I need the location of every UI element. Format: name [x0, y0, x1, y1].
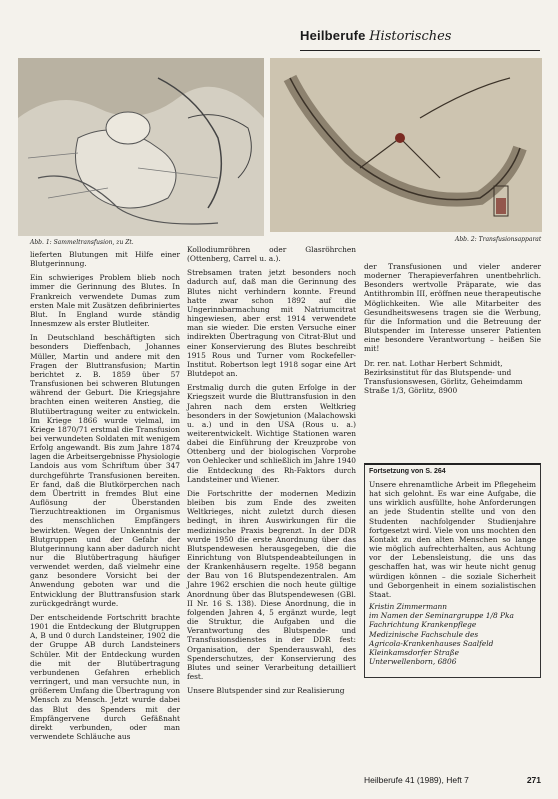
paragraph: lieferten Blutungen mit Hilfe einer Blutgerinnung. — [30, 250, 180, 269]
figure-1 — [18, 58, 264, 236]
signature-line: Agricola-Krankenhauses Saalfeld — [369, 638, 494, 648]
header-sub: Historisches — [369, 29, 452, 44]
signature-line: Fachrichtung Krankenpflege — [369, 620, 477, 630]
continuation-signature — [369, 602, 536, 666]
text-column-3 — [364, 262, 541, 400]
author-address: Dr. rer. nat. Lothar Herbert Schmidt, Bezirksinstitut für das Blutspende- und Transfusionswesen, Görlitz, Geheimdamm Straße 1/3, Görlitz, 8900 — [364, 358, 523, 396]
continuation-title: Fortsetzung von S. 264 — [369, 468, 446, 475]
paragraph: Kollodiumröhren oder Glasröhrchen (Ottenberg, Carrel u. a.). — [187, 245, 356, 264]
header-main: Heilberufe — [300, 28, 366, 43]
text-column-2 — [187, 245, 356, 700]
paragraph: Ein schwieriges Problem blieb noch immer die Gerinnung des Blutes. In Frankreich verwendete Dumas zum ersten Male mit Zusätzen defibriniertes Blut. In England wurde ständig Innesmzew als erster Blutleiter. — [30, 273, 180, 329]
figure-1-illustration — [18, 58, 264, 236]
text-column-1 — [30, 250, 180, 746]
paragraph: Erstmalig durch die guten Erfolge in der Kriegszeit wurde die Bluttransfusion in den Jahren nach dem ersten Weltkrieg besonders in der Sowjetunion (Malachowski u. a.) und in den USA (Rous u. a.) weiterentwickelt. Wichtige Stationen waren dabei die Einführung der Kreuzprobe von Ottenberg und der biologischen Vorprobe von Oehlecker und schließlich im Jahre 1940 die Entdeckung des Rh-Faktors durch Landsteiner und Wiener. — [187, 383, 356, 484]
paragraph: Strebsamen traten jetzt besonders noch dadurch auf, daß man die Gerinnung des Blutes nicht verhindern konnte. Freund hatte zwar schon 1892 auf die Ungerinnbarmachung mit Natriumcitrat hingewiesen, aber erst 1914 verwendete man sie wieder. Die ersten Versuche einer indirekten Übertragung von Citrat-Blut und einer Konservierung des Blutes beschreibt 1915 Rous und Turner vom Rockefeller-Institut. Robertson legt 1918 sogar eine Art Blutdepot an. — [187, 268, 356, 379]
signature-line: Kristin Zimmermann — [369, 602, 448, 612]
signature-line: Unterwellenborn, 6806 — [369, 656, 457, 666]
signature-line: im Namen der Seminargruppe 1/8 Pka — [369, 611, 514, 621]
figure-1-caption: Abb. 1: Sammeltransfusion, zu Zt. — [30, 239, 134, 246]
signature-line: Kleinkamsdorfer Straße — [369, 647, 460, 657]
signature-line: Medizinische Fachschule des — [369, 629, 479, 639]
continuation-body: Unsere ehrenamtliche Arbeit im Pflegeheim hat sich gelohnt. Es war eine Aufgabe, die uns wirklich ausfüllte, hohe Anforderungen an jede Studentin stellte und von den Studenten nachfolgender Studienjahre fortgesetzt wird. Viele von uns mochten den Kontakt zu den alten Menschen so lange wie möglich aufrechterhalten, aus Achtung vor der Lebensleistung, die uns das geschaffen hat, was wir heute nicht genug würdigen können – die soziale Sicherheit und Geborgenheit in einem sozialistischen Staat. — [369, 480, 536, 599]
paragraph: Unsere Blutspender sind zur Realisierung — [187, 686, 345, 696]
page-footer — [364, 775, 541, 785]
paragraph: Der entscheidende Fortschritt brachte 1901 die Entdeckung der Blutgruppen A, B und 0 durch Landsteiner, 1902 die der Gruppe AB durch Landsteiners Schüler. Mit der Entdeckung wurden die mit der Blutübertragung verbundenen Gefahren erheblich verringert, und man versuchte nun, in größerem Umfang die Übertragung von Mensch zu Mensch. Jetzt wurde dabei das Blut des Spenders mit der Empfängervene durch Gefäßnaht direkt verbunden, oder man verwendete Schläuche aus — [30, 612, 180, 741]
page-header — [300, 28, 540, 51]
figure-2 — [270, 58, 542, 232]
figure-2-caption: Abb. 2: Transfusionsapparat — [455, 236, 542, 243]
page-number: 271 — [526, 775, 541, 785]
paragraph: der Transfusionen und vieler anderer moderner Therapieverfahren unentbehrlich. Besonders wertvolle Präparate, wie das Antithrombin III, eröffnen neue therapeutische Möglichkeiten. Wie alle Mitarbeiter des Gesundheitswesens tragen sie die Werbung, für die Information und die Betreuung der Blutspender im Interesse unserer Patienten eine besondere Verantwortung – heißen Sie mit! — [364, 262, 541, 354]
continuation-box — [364, 463, 541, 678]
paragraph: Die Fortschritte der modernen Medizin bleiben bis zum Ende des zweiten Weltkrieges, nicht zuletzt durch diesen bedingt, in ihren Auswirkungen für die medizinische Praxis begrenzt. In der DDR wurde 1950 die erste Anordnung über das Blutspendewesen herausgegeben, die die Einrichtung von Blutspendeabteilungen in der Krankenhäusern regelte. 1958 begann der Bau von 16 Blutspendezentralen. Am Jahre 1962 erschien die noch heute gültige Anordnung über das Blutspendewesen (GBl. II Nr. 16 S. 138). Diese Anordnung, die in folgenden Jahren 4, 5 ergänzt wurde, legt die Struktur, die Aufgaben und die Verantwortung des Blutspende- und Transfusionsdienstes in der DDR fest: Organisation, der Spenderauswahl, des Spenderschutzes, der Konservierung des Blutes und seiner Verarbeitung detailliert fest. — [187, 488, 356, 682]
paragraph: In Deutschland beschäftigten sich besonders Dieffenbach, Johannes Müller, Martin und andere mit den Fragen der Bluttransfusion; Martin berichtet z. B. 1859 über 57 Transfusionen bei schweren Blutungen während der Geburt. Die Kriegsjahre brachten einen weiteren Anstieg, die Blutübertragung weiter zu entwickeln. Im Kriege 1866 wurde vielmal, im Kriege 1870/71 erstmal die Transfusion bei verwundeten Soldaten mit wenigem Erfolg angewandt. Bis zum Jahre 1874 lagen die Arbeitsergebnisse Physiologie Landois aus vom Schriftum über 347 durchgeführte Transfusionen bereiten. Er fand, daß die Blutkörperchen nach dem Übertritt in fremdes Blut eine Auflösung der Überstanden Tierzuchtreaktionen im Organismus des menschlichen Empfängers bewirkten. Wegen der Unkenntnis der Blutgruppen und der Gefahr der Blutgerinnung kann aber dadurch nicht nur die Blutübertragung häufiger verwendet werden, daß vielmehr eine ganz besondere Vorsicht bei der Anwendung geboten war und die Entwicklung der Bluttransfusion stark zurückgedrängt wurde. — [30, 333, 180, 608]
figure-2-illustration — [270, 58, 542, 232]
journal-reference: Heilberufe 41 (1989), Heft 7 — [364, 775, 469, 785]
